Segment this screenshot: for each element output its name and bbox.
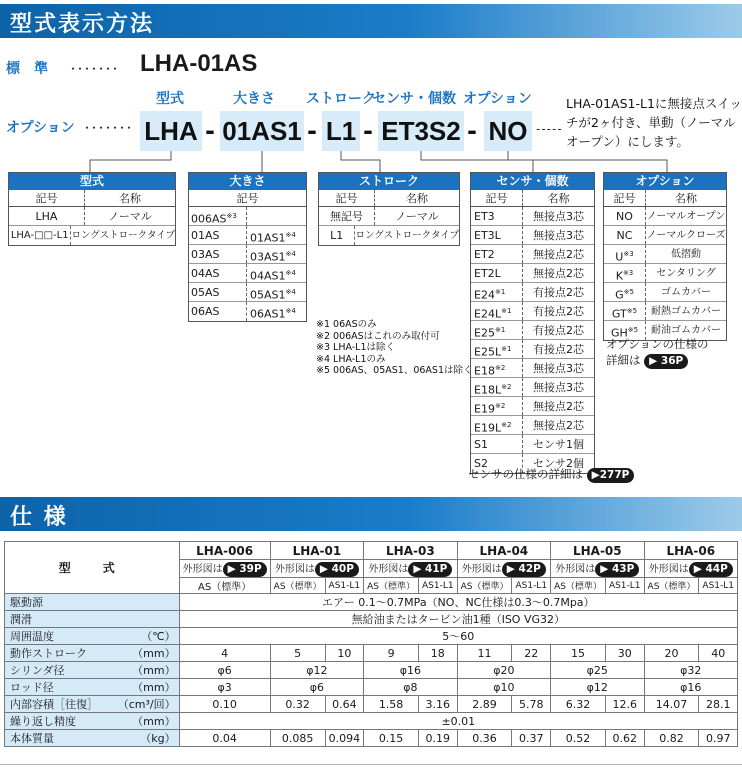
name-cell: センタリング: [656, 268, 716, 279]
symbol-cell: $E25L^{※1}$: [471, 340, 523, 358]
spec-unit-text: （mm）: [132, 664, 176, 677]
spec-value-cell: 22: [512, 645, 551, 662]
size-cell: 03AS: [189, 245, 247, 263]
stroke-table: [318, 172, 460, 246]
spec-label-text: 本体質量: [10, 732, 54, 745]
spec-value-cell: 5: [270, 645, 325, 662]
spec-row: [5, 730, 738, 747]
option-detail-line: [606, 352, 688, 369]
spec-value-cell: 無給油またはタービン油1種（ISO VG32）: [179, 611, 737, 628]
spec-label-text: 繰り返し精度: [10, 715, 76, 728]
spec-value-cell: 0.094: [325, 730, 364, 747]
standard-dots: ･･･････: [70, 62, 120, 76]
spec-label: [10, 713, 176, 729]
table-row: [471, 245, 594, 264]
spec-label-cell: [5, 611, 180, 628]
model-name-cell: LHA-03: [364, 542, 457, 560]
caption-sensor: センサ・個数: [372, 91, 456, 107]
footnote: ※3 LHA-L1は除く: [316, 342, 396, 353]
col-symbol: 記号: [236, 192, 259, 205]
caption-stroke: ストローク: [306, 91, 376, 107]
option-page-link[interactable]: ▶ 36P: [644, 354, 688, 369]
size-cell: 04AS1$^{※4}$: [250, 269, 296, 283]
name-cell: センサ2個: [533, 457, 584, 470]
footer-divider: [0, 764, 742, 770]
code-trail-dashes: -----: [536, 122, 563, 136]
connector-lines: [0, 0, 742, 180]
symbol-cell: NC: [604, 226, 646, 244]
variant-cell: AS1-L1: [699, 578, 738, 594]
table-row: [471, 321, 594, 340]
footnote-mark: ※4: [285, 231, 296, 239]
size-table: [188, 172, 307, 322]
spec-unit-text: （mm）: [132, 715, 176, 728]
spec-row: [5, 645, 738, 662]
spec-table: [4, 541, 738, 747]
spec-value-cell: 0.52: [551, 730, 606, 747]
spec-value-cell: φ6: [179, 662, 270, 679]
spec-value-cell: 4: [179, 645, 270, 662]
col-symbol: 記号: [9, 190, 85, 206]
spec-value-cell: 11: [457, 645, 512, 662]
spec-label-text: 駆動源: [10, 596, 43, 609]
table-row: [189, 264, 306, 283]
variant-cell: AS1-L1: [512, 578, 551, 594]
name-cell: 有接点2芯: [533, 286, 584, 299]
spec-label-text: ロッド径: [10, 681, 54, 694]
size-cell: 01AS1$^{※4}$: [250, 231, 296, 245]
table-row: [471, 435, 594, 454]
outline-cell: [644, 560, 737, 578]
table-row: [604, 264, 726, 283]
outline-text: 外形図は: [368, 564, 409, 575]
sensor-table-title: センサ・個数: [471, 173, 594, 190]
size-table-title: 大きさ: [189, 173, 306, 190]
model-table-title: 型式: [9, 173, 175, 190]
symbol-cell: $E19L^{※2}$: [471, 416, 523, 434]
table-row: [471, 416, 594, 435]
outline-page-link[interactable]: ▶ 43P: [595, 562, 639, 577]
model-name-cell: LHA-01: [270, 542, 363, 560]
variant-cell: AS（標準）: [270, 578, 325, 594]
spec-label: [10, 594, 176, 610]
name-cell: ノーマル: [108, 210, 152, 223]
spec-label: [10, 679, 176, 695]
size-cell: 06AS: [189, 302, 247, 321]
name-cell: 有接点2芯: [533, 324, 584, 337]
model-name-cell: LHA-04: [457, 542, 550, 560]
spec-title: 仕 様: [10, 505, 68, 530]
option-table-title: オプション: [604, 173, 726, 190]
option-spec-text: オプションの仕様の: [606, 337, 709, 351]
size-cell: [247, 207, 306, 225]
spec-value-cell: 6.32: [551, 696, 606, 713]
table-row: [471, 226, 594, 245]
spec-value-cell: 0.62: [605, 730, 644, 747]
spec-label-cell: [5, 594, 180, 611]
code-size: 01AS1: [220, 111, 304, 151]
table-row: [471, 264, 594, 283]
symbol-cell: 無記号: [319, 207, 375, 225]
outline-text: 外形図は: [461, 564, 502, 575]
stroke-table-title: ストローク: [319, 173, 459, 190]
symbol-cell: ET3L: [471, 226, 523, 244]
spec-value-cell: 0.10: [179, 696, 270, 713]
symbol-cell: LHA-□□-L1: [9, 226, 71, 245]
spec-row: [5, 679, 738, 696]
name-cell: 無接点2芯: [533, 267, 584, 280]
spec-row: [5, 696, 738, 713]
spec-value-cell: 5.78: [512, 696, 551, 713]
spec-label-cell: [5, 679, 180, 696]
spec-value-cell: 30: [605, 645, 644, 662]
symbol-cell: E19$^{※2}$: [471, 397, 523, 415]
outline-text: 外形図は: [648, 564, 689, 575]
variant-cell: AS（標準）: [457, 578, 512, 594]
footnote: ※5 006AS、05AS1、06AS1は除く: [316, 365, 473, 376]
size-cell: 03AS1$^{※4}$: [250, 250, 296, 264]
table-row: [189, 226, 306, 245]
variant-cell: AS（標準）: [551, 578, 606, 594]
outline-page-link[interactable]: ▶ 39P: [223, 562, 267, 577]
col-symbol: 記号: [319, 190, 375, 206]
spec-value-cell: 20: [644, 645, 699, 662]
option-example-note: LHA-01AS1-L1に無接点スイッチが2ヶ付き、単動（ノーマルオープン）にします。: [566, 96, 742, 149]
sensor-detail-text: センサの仕様の詳細は: [468, 467, 583, 481]
variant-cell: AS1-L1: [605, 578, 644, 594]
table-row: [604, 245, 726, 264]
spec-row: [5, 628, 738, 645]
spec-label: [10, 628, 176, 644]
name-cell: センサ1個: [533, 438, 584, 451]
size-cell: 01AS: [189, 226, 247, 244]
table-row: [604, 302, 726, 321]
spec-value-cell: φ20: [457, 662, 550, 679]
footnote-mark: ※1: [494, 326, 506, 334]
sensor-detail-line: [468, 466, 634, 483]
spec-row: [5, 611, 738, 628]
variant-cell: AS（標準）: [179, 578, 270, 594]
size-cell: 006AS$^{※3}$: [189, 207, 247, 225]
spec-value-cell: φ8: [364, 679, 457, 696]
spec-value-cell: 1.58: [364, 696, 419, 713]
col-name: 名称: [675, 192, 697, 205]
variant-cell: AS1-L1: [419, 578, 458, 594]
sensor-table: [470, 172, 595, 474]
footnote: ※4 LHA-L1のみ: [316, 353, 386, 365]
spec-value-cell: φ16: [644, 679, 737, 696]
code-dash: -: [467, 117, 477, 145]
spec-value-cell: 0.82: [644, 730, 699, 747]
spec-value-cell: 12.6: [605, 696, 644, 713]
name-cell: ノーマルオープン: [646, 211, 726, 222]
footnote-mark: ※2: [501, 421, 512, 429]
spec-value-cell: 0.19: [419, 730, 458, 747]
footnote-mark: ※4: [285, 269, 296, 277]
table-row: [471, 397, 594, 416]
spec-value-cell: 0.04: [179, 730, 270, 747]
footnote-mark: ※3: [226, 212, 237, 220]
footnote-mark: ※1: [501, 345, 512, 353]
name-cell: 低摺動: [671, 249, 701, 260]
footnote: ※2 006ASはこれのみ取付可: [316, 330, 440, 342]
spec-value-cell: 18: [419, 645, 458, 662]
name-cell: 耐油ゴムカバー: [651, 325, 721, 336]
spec-value-cell: 14.07: [644, 696, 699, 713]
spec-value-cell: 15: [551, 645, 606, 662]
table-row: [604, 226, 726, 245]
spec-header-row: [5, 542, 738, 560]
model-table: [8, 172, 176, 246]
name-cell: 有接点2芯: [533, 305, 584, 318]
spec-label-text: 周囲温度: [10, 630, 54, 643]
spec-value-cell: φ25: [551, 662, 644, 679]
outline-text: 外形図は: [274, 564, 315, 575]
symbol-cell: S1: [471, 435, 523, 453]
spec-unit-text: （cm³/回）: [117, 698, 176, 711]
footnote-mark: ※2: [494, 364, 506, 372]
option-dots: ･･･････: [84, 121, 134, 135]
variant-cell: AS（標準）: [644, 578, 699, 594]
outline-text: 外形図は: [555, 564, 596, 575]
spec-value-cell: エアー 0.1～0.7MPa（NO、NC仕様は0.3～0.7Mpa）: [179, 594, 737, 611]
spec-value-cell: 2.89: [457, 696, 512, 713]
spec-value-cell: φ16: [364, 662, 457, 679]
table-row: [471, 207, 594, 226]
footnote-mark: ※2: [494, 402, 506, 410]
footnote-mark: ※2: [501, 383, 512, 391]
spec-label: [10, 645, 176, 661]
name-cell: 無接点3芯: [533, 362, 584, 375]
spec-label-text: 潤滑: [10, 613, 32, 626]
code-stroke: L1: [322, 111, 360, 151]
spec-row: [5, 662, 738, 679]
spec-value-cell: ±0.01: [179, 713, 737, 730]
spec-label-cell: [5, 628, 180, 645]
symbol-cell: E25$^{※1}$: [471, 321, 523, 339]
spec-value-cell: 28.1: [699, 696, 738, 713]
outline-page-link[interactable]: ▶ 40P: [315, 562, 359, 577]
footnote-mark: ※1: [501, 307, 512, 315]
col-name: 名称: [406, 192, 428, 205]
table-row: [604, 207, 726, 226]
spec-label: [10, 611, 176, 627]
spec-value-cell: φ12: [551, 679, 644, 696]
model-name-cell: LHA-05: [551, 542, 644, 560]
name-cell: ロングストロークタイプ: [355, 230, 459, 241]
col-name: 名称: [547, 192, 570, 205]
spec-label-text: 動作ストローク: [10, 647, 87, 660]
spec-label-cell: [5, 662, 180, 679]
footnote-mark: ※3: [623, 250, 634, 258]
table-row: [189, 245, 306, 264]
footnote-mark: ※5: [623, 288, 634, 296]
spec-value-cell: 10: [325, 645, 364, 662]
symbol-cell: $K^{※3}$: [604, 264, 646, 282]
option-table: [603, 172, 727, 341]
spec-label-cell: [5, 730, 180, 747]
footnote-mark: ※4: [285, 288, 296, 296]
spec-value-cell: 0.36: [457, 730, 512, 747]
spec-value-cell: 3.16: [419, 696, 458, 713]
table-row: [319, 207, 459, 226]
table-row: [189, 283, 306, 302]
footnotes: [316, 319, 473, 377]
table-row: [471, 340, 594, 359]
model-notation-title: 型式表示方法: [10, 12, 155, 37]
spec-label-cell: [5, 645, 180, 662]
spec-value-cell: 0.32: [270, 696, 325, 713]
symbol-cell: $E18L^{※2}$: [471, 378, 523, 396]
symbol-cell: ET2L: [471, 264, 523, 282]
spec-value-cell: 40: [699, 645, 738, 662]
spec-value-cell: φ12: [270, 662, 363, 679]
name-cell: 無接点3芯: [533, 229, 584, 242]
spec-unit-text: （mm）: [132, 681, 176, 694]
table-row: [471, 359, 594, 378]
spec-label-text: 内部容積［往復］: [10, 698, 98, 711]
spec-unit-text: （℃）: [141, 630, 176, 643]
footnote-mark: ※5: [627, 326, 639, 334]
col-symbol: 記号: [604, 190, 646, 206]
symbol-cell: GT$^{※5}$: [604, 302, 646, 320]
spec-row: [5, 713, 738, 730]
spec-value-cell: 5～60: [179, 628, 737, 645]
symbol-cell: ET3: [471, 207, 523, 225]
spec-label-cell: [5, 696, 180, 713]
table-row: [9, 226, 175, 245]
name-cell: ロングストロークタイプ: [71, 230, 175, 241]
size-cell: 05AS1$^{※4}$: [250, 288, 296, 302]
name-cell: 無接点3芯: [533, 210, 584, 223]
footnote: ※1 06ASのみ: [316, 319, 377, 330]
standard-label: 標 準: [6, 61, 48, 77]
variant-cell: AS1-L1: [325, 578, 364, 594]
size-cell: 04AS: [189, 264, 247, 282]
symbol-cell: ET2: [471, 245, 523, 263]
outline-cell: [364, 560, 457, 578]
spec-label: [10, 730, 176, 746]
spec-unit-text: （kg）: [140, 732, 176, 745]
name-cell: ゴムカバー: [661, 287, 711, 298]
outline-cell: [270, 560, 363, 578]
caption-size: 大きさ: [233, 91, 275, 107]
table-row: [9, 207, 175, 226]
footnote-mark: ※3: [622, 269, 634, 277]
symbol-cell: $E24L^{※1}$: [471, 302, 523, 320]
model-label-cell: 型 式: [5, 542, 180, 594]
spec-value-cell: 0.37: [512, 730, 551, 747]
name-cell: 無接点3芯: [533, 381, 584, 394]
table-row: [471, 302, 594, 321]
name-cell: 無接点2芯: [533, 400, 584, 413]
code-sensor: ET3S2: [378, 111, 464, 151]
spec-value-cell: φ10: [457, 679, 550, 696]
code-dash: -: [363, 117, 373, 145]
footnote-mark: ※4: [285, 250, 296, 258]
spec-label: [10, 662, 176, 678]
spec-value-cell: φ3: [179, 679, 270, 696]
spec-value-cell: 9: [364, 645, 419, 662]
model-name-cell: LHA-006: [179, 542, 270, 560]
symbol-cell: L1: [319, 226, 355, 245]
name-cell: 有接点2芯: [533, 343, 584, 356]
size-cell: 06AS1$^{※4}$: [250, 307, 296, 321]
symbol-cell: NO: [604, 207, 646, 225]
outline-cell: [457, 560, 550, 578]
spec-label-cell: [5, 713, 180, 730]
spec-value-cell: φ32: [644, 662, 737, 679]
standard-code: LHA-01AS: [140, 50, 258, 77]
code-model: LHA: [140, 111, 202, 151]
caption-model: 型式: [156, 91, 184, 107]
outline-page-link[interactable]: ▶ 42P: [502, 562, 546, 577]
table-row: [189, 207, 306, 226]
footnote-mark: ※4: [285, 307, 296, 315]
size-cell: 05AS: [189, 283, 247, 301]
footnote-mark: ※5: [626, 307, 638, 315]
name-cell: ノーマルクローズ: [646, 230, 726, 241]
spec-value-cell: φ6: [270, 679, 363, 696]
spec-label-text: シリンダ径: [10, 664, 65, 677]
model-name-cell: LHA-06: [644, 542, 737, 560]
spec-value-cell: 0.97: [699, 730, 738, 747]
spec-value-cell: 0.64: [325, 696, 364, 713]
table-row: [189, 302, 306, 321]
footnote-mark: ※1: [494, 288, 506, 296]
symbol-cell: GH$^{※5}$: [604, 321, 646, 340]
name-cell: 耐熱ゴムカバー: [651, 306, 721, 317]
symbol-cell: LHA: [9, 207, 85, 225]
caption-option: オプション: [463, 91, 532, 107]
outline-cell: [551, 560, 644, 578]
spec-value-cell: 0.15: [364, 730, 419, 747]
symbol-cell: $U^{※3}$: [604, 245, 646, 263]
code-option: NO: [484, 111, 532, 151]
col-name: 名称: [119, 192, 141, 205]
symbol-cell: E18$^{※2}$: [471, 359, 523, 377]
symbol-cell: S2: [471, 454, 523, 473]
code-dash: -: [205, 117, 215, 145]
table-row: [471, 283, 594, 302]
spec-row: [5, 594, 738, 611]
spec-unit-text: （mm）: [132, 647, 176, 660]
symbol-cell: E24$^{※1}$: [471, 283, 523, 301]
outline-page-link[interactable]: ▶ 44P: [689, 562, 733, 577]
option-detail-text: 詳細は: [606, 353, 641, 367]
spec-label: [10, 696, 176, 712]
name-cell: 無接点2芯: [533, 419, 584, 432]
symbol-cell: $G^{※5}$: [604, 283, 646, 301]
code-dash: -: [307, 117, 317, 145]
outline-text: 外形図は: [182, 564, 223, 575]
table-row: [319, 226, 459, 245]
option-label: オプション: [6, 120, 75, 136]
sensor-page-link[interactable]: ▶277P: [587, 468, 635, 483]
spec-value-cell: 0.085: [270, 730, 325, 747]
col-symbol: 記号: [471, 190, 523, 206]
table-row: [471, 378, 594, 397]
variant-cell: AS（標準）: [364, 578, 419, 594]
table-row: [604, 283, 726, 302]
outline-cell: [179, 560, 270, 578]
name-cell: 無接点2芯: [533, 248, 584, 261]
name-cell: ノーマル: [395, 210, 439, 223]
spec-header: [0, 497, 742, 531]
outline-page-link[interactable]: ▶ 41P: [408, 562, 452, 577]
